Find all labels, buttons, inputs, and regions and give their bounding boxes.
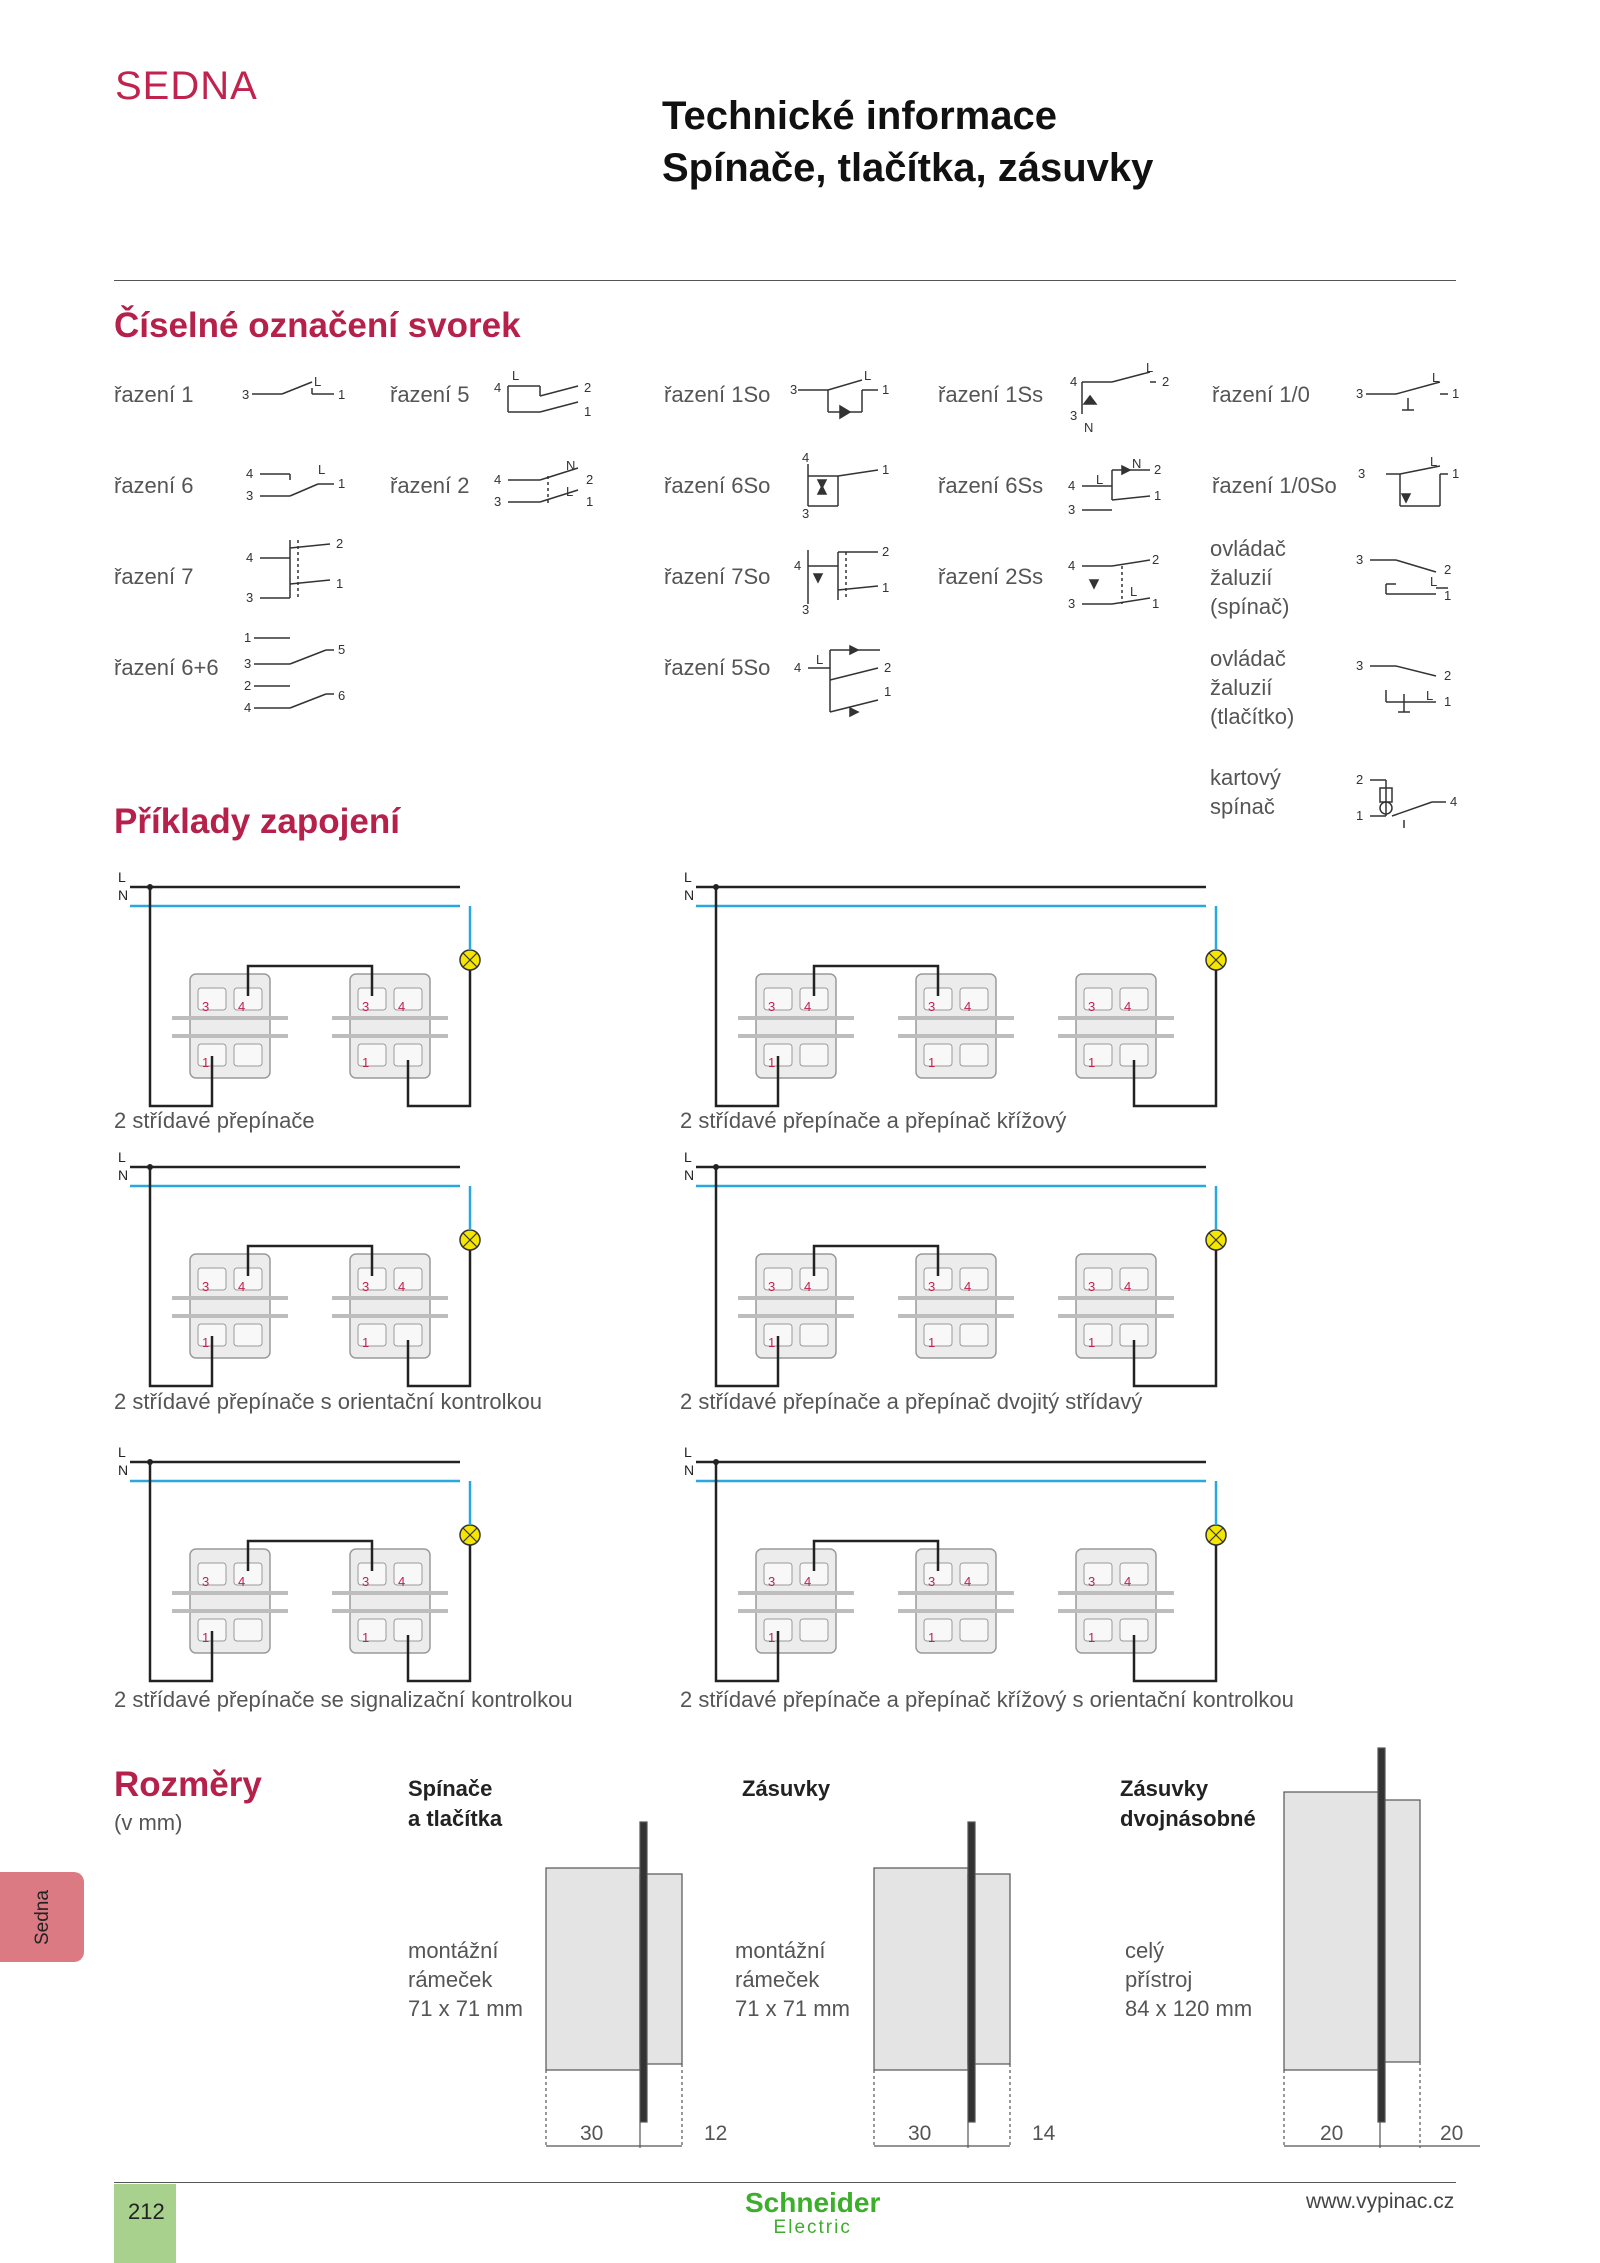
svg-text:1: 1 (1152, 596, 1160, 611)
symbol-1 (242, 374, 345, 402)
terminal-number: 3 (362, 999, 370, 1014)
brand-title: SEDNA (115, 64, 258, 108)
terminal-number: 1 (202, 1055, 210, 1070)
svg-text:1: 1 (244, 630, 252, 645)
svg-text:4: 4 (1068, 478, 1076, 493)
svg-text:N: N (1084, 420, 1094, 435)
svg-text:2: 2 (884, 660, 892, 675)
example-caption: 2 střídavé přepínače (114, 1108, 315, 1133)
terminal-number: 4 (398, 1574, 406, 1589)
svg-text:L: L (318, 462, 326, 477)
svg-text:4: 4 (794, 660, 802, 675)
terminal-number: 4 (1124, 999, 1132, 1014)
terminal-number: 3 (362, 1574, 370, 1589)
symbol-7 (246, 536, 343, 605)
svg-text:L: L (1146, 360, 1154, 375)
symbol-7so (794, 544, 889, 617)
dimensions-unit: (v mm) (114, 1810, 183, 1835)
svg-text:2: 2 (1356, 772, 1364, 787)
svg-text:4: 4 (1070, 374, 1078, 389)
terminal-number: 1 (928, 1630, 936, 1645)
terminal-number: 4 (238, 999, 246, 1014)
svg-text:1: 1 (338, 476, 346, 491)
example-caption: 2 střídavé přepínače se signalizační kontrolkou (114, 1687, 573, 1712)
svg-text:2: 2 (1152, 552, 1160, 567)
svg-text:6: 6 (338, 688, 346, 703)
svg-text:1: 1 (882, 462, 890, 477)
svg-text:1: 1 (1444, 694, 1452, 709)
svg-text:L: L (1130, 584, 1138, 599)
svg-text:1: 1 (884, 684, 892, 699)
terminal-number: 3 (928, 1279, 936, 1294)
svg-text:3: 3 (1358, 466, 1366, 481)
symbol-card-switch (1356, 772, 1457, 828)
dim-value: 14 (1032, 2122, 1056, 2145)
svg-text:2: 2 (586, 472, 594, 487)
terminal-number: 1 (928, 1055, 936, 1070)
terminal-label: řazení 5So (664, 655, 771, 680)
terminal-label: řazení 7So (664, 564, 771, 589)
blinds-switch-label: ovládač žaluzií (spínač) (1210, 536, 1290, 619)
terminal-label: řazení 1So (664, 382, 771, 407)
terminal-number: 4 (238, 1574, 246, 1589)
line-label-n: N (684, 1167, 695, 1183)
terminal-number: 1 (1088, 1630, 1096, 1645)
svg-text:3: 3 (790, 382, 798, 397)
terminal-number: 3 (1088, 999, 1096, 1014)
website-url[interactable]: www.vypinac.cz (1306, 2190, 1455, 2213)
dimensions-heading: Rozměry (114, 1765, 262, 1804)
terminal-number: 3 (928, 1574, 936, 1589)
svg-text:4: 4 (1450, 794, 1458, 809)
svg-text:4: 4 (244, 700, 252, 715)
switch-module-terminal (960, 1324, 988, 1346)
svg-text:1: 1 (1452, 466, 1460, 481)
terminal-label: řazení 2 (390, 473, 470, 498)
svg-text:L: L (864, 368, 872, 383)
dim-value: 30 (908, 2122, 932, 2145)
svg-text:1: 1 (1452, 386, 1460, 401)
dim-value: 30 (580, 2122, 604, 2145)
symbol-5so (794, 646, 891, 716)
terminal-number: 3 (202, 999, 210, 1014)
terminal-number: 4 (804, 1574, 812, 1589)
line-label-l: L (684, 1149, 692, 1165)
line-label-l: L (684, 869, 692, 885)
line-label-l: L (118, 1444, 126, 1460)
symbol-6ss (1068, 456, 1161, 517)
terminal-number: 3 (768, 999, 776, 1014)
svg-text:3: 3 (242, 387, 250, 402)
dim-group-title: Spínače a tlačítka (408, 1776, 503, 1831)
line-label-l: L (118, 869, 126, 885)
svg-text:N: N (566, 458, 576, 473)
side-tab-label: Sedna (32, 1890, 53, 1946)
svg-text:3: 3 (802, 602, 810, 617)
terminal-label: řazení 1 (114, 382, 194, 407)
dimension-drawings (0, 1740, 1600, 2180)
dim-drawing-double-sockets (1284, 1748, 1480, 2148)
symbol-2 (494, 458, 593, 509)
terminal-number: 4 (238, 1279, 246, 1294)
symbol-6so (802, 450, 889, 521)
dim-value: 20 (1320, 2122, 1344, 2145)
svg-text:L: L (1430, 454, 1438, 469)
terminal-number: 1 (768, 1335, 776, 1350)
svg-text:1: 1 (1356, 808, 1364, 823)
line-label-n: N (118, 1462, 129, 1478)
terminal-number: 4 (1124, 1574, 1132, 1589)
line-label-n: N (118, 1167, 129, 1183)
svg-text:3: 3 (244, 656, 252, 671)
blinds-button-label: ovládač žaluzií (tlačítko) (1210, 646, 1295, 729)
svg-text:2: 2 (1444, 562, 1452, 577)
symbol-5 (494, 368, 591, 419)
svg-text:2: 2 (584, 380, 592, 395)
example-caption: 2 střídavé přepínače s orientační kontrolkou (114, 1389, 543, 1414)
terminal-number: 3 (1088, 1279, 1096, 1294)
example-caption: 2 střídavé přepínače a přepínač křížový (680, 1108, 1067, 1133)
page-number: 212 (128, 2199, 165, 2224)
svg-text:2: 2 (1154, 462, 1162, 477)
terminal-number: 1 (928, 1335, 936, 1350)
dim-group-title: Zásuvky dvojnásobné (1120, 1776, 1256, 1831)
terminal-number: 4 (964, 1574, 972, 1589)
terminal-number: 3 (768, 1279, 776, 1294)
footer-divider (114, 2182, 1456, 2183)
terminal-label: řazení 1/0 (1212, 382, 1310, 407)
svg-text:3: 3 (1068, 596, 1076, 611)
terminal-number: 3 (362, 1279, 370, 1294)
svg-text:4: 4 (246, 466, 254, 481)
svg-text:2: 2 (1162, 374, 1170, 389)
terminal-number: 4 (964, 1279, 972, 1294)
svg-text:4: 4 (794, 558, 802, 573)
card-switch-label: kartový spínač (1210, 765, 1281, 819)
dim-value: 20 (1440, 2122, 1464, 2145)
svg-text:3: 3 (1068, 502, 1076, 517)
dim-drawing-sockets (874, 1822, 1010, 2148)
terminal-label: řazení 1/0So (1212, 473, 1337, 498)
terminal-label: řazení 6+6 (114, 655, 219, 680)
switch-module-terminal (234, 1619, 262, 1641)
terminal-number: 4 (398, 999, 406, 1014)
svg-text:2: 2 (1444, 668, 1452, 683)
svg-text:3: 3 (1356, 386, 1364, 401)
switch-module-terminal (800, 1619, 828, 1641)
symbol-blinds-switch (1356, 552, 1451, 603)
title-line-2: Spínače, tlačítka, zásuvky (662, 146, 1154, 190)
svg-text:4: 4 (494, 472, 502, 487)
svg-text:4: 4 (246, 550, 254, 565)
terminal-number: 4 (804, 999, 812, 1014)
svg-text:1: 1 (584, 404, 592, 419)
svg-text:L: L (512, 368, 520, 383)
terminal-number: 1 (768, 1055, 776, 1070)
svg-text:L: L (1426, 688, 1434, 703)
line-label-n: N (118, 887, 129, 903)
symbol-1ss (1070, 360, 1169, 435)
terminal-number: 3 (202, 1279, 210, 1294)
terminal-symbols (0, 0, 1600, 860)
svg-text:3: 3 (1070, 408, 1078, 423)
svg-text:3: 3 (802, 506, 810, 521)
svg-text:3: 3 (246, 488, 254, 503)
dim-desc: celý přístroj 84 x 120 mm (1125, 1938, 1253, 2021)
svg-text:4: 4 (1068, 558, 1076, 573)
symbol-2ss (1068, 552, 1159, 611)
switch-module-terminal (800, 1044, 828, 1066)
svg-text:3: 3 (246, 590, 254, 605)
terminals-heading: Číselné označení svorek (114, 306, 521, 345)
svg-text:2: 2 (244, 678, 252, 693)
terminal-number: 3 (1088, 1574, 1096, 1589)
schneider-logo: Schneider Electric (745, 2187, 881, 2238)
terminal-number: 4 (964, 999, 972, 1014)
dim-value: 12 (704, 2122, 728, 2145)
terminal-number: 1 (362, 1630, 370, 1645)
svg-text:4: 4 (494, 380, 502, 395)
svg-text:L: L (1430, 574, 1438, 589)
svg-text:L: L (1096, 472, 1104, 487)
terminal-number: 4 (804, 1279, 812, 1294)
terminal-number: 1 (362, 1335, 370, 1350)
terminal-number: 4 (1124, 1279, 1132, 1294)
dim-drawing-switches (546, 1822, 682, 2148)
title-line-1: Technické informace (662, 94, 1057, 138)
terminal-number: 1 (202, 1630, 210, 1645)
switch-module-terminal (960, 1619, 988, 1641)
example-caption: 2 střídavé přepínače a přepínač křížový s orientační kontrolkou (680, 1687, 1294, 1712)
line-label-n: N (684, 887, 695, 903)
svg-text:2: 2 (882, 544, 890, 559)
terminal-number: 1 (768, 1630, 776, 1645)
svg-text:L: L (566, 484, 574, 499)
switch-module-terminal (800, 1324, 828, 1346)
symbol-1-0 (1356, 370, 1459, 410)
terminal-number: 3 (928, 999, 936, 1014)
example-caption: 2 střídavé přepínače a přepínač dvojitý střídavý (680, 1389, 1143, 1414)
svg-text:1: 1 (338, 387, 346, 402)
line-label-n: N (684, 1462, 695, 1478)
svg-text:L: L (314, 374, 322, 389)
dim-desc: montážní rámeček 71 x 71 mm (408, 1938, 523, 2021)
terminal-label: řazení 6 (114, 473, 194, 498)
terminal-label: řazení 6So (664, 473, 771, 498)
terminal-number: 1 (1088, 1055, 1096, 1070)
line-label-l: L (684, 1444, 692, 1460)
symbol-1-0so (1358, 454, 1459, 506)
examples-heading: Příklady zapojení (114, 802, 400, 841)
symbol-6 (246, 462, 345, 503)
svg-text:1: 1 (1154, 488, 1162, 503)
svg-text:1: 1 (882, 580, 890, 595)
svg-text:L: L (816, 652, 824, 667)
svg-text:1: 1 (1444, 588, 1452, 603)
svg-text:3: 3 (494, 494, 502, 509)
svg-text:5: 5 (338, 642, 346, 657)
svg-text:4: 4 (802, 450, 810, 465)
switch-module-terminal (234, 1324, 262, 1346)
svg-text:3: 3 (1356, 658, 1364, 673)
terminal-number: 3 (202, 1574, 210, 1589)
switch-module-terminal (960, 1044, 988, 1066)
terminal-number: 3 (768, 1574, 776, 1589)
svg-text:1: 1 (882, 382, 890, 397)
terminal-label: řazení 1Ss (938, 382, 1044, 407)
svg-text:2: 2 (336, 536, 344, 551)
svg-text:1: 1 (586, 494, 594, 509)
wiring-diagrams (0, 860, 1600, 1720)
symbol-blinds-button (1356, 658, 1451, 712)
symbol-6-6 (244, 630, 345, 715)
dim-group-title: Zásuvky (742, 1776, 831, 1801)
symbol-1so (790, 368, 889, 418)
terminal-number: 1 (362, 1055, 370, 1070)
svg-text:1: 1 (336, 576, 344, 591)
terminal-number: 1 (202, 1335, 210, 1350)
line-label-l: L (118, 1149, 126, 1165)
svg-text:L: L (1432, 370, 1440, 385)
svg-text:3: 3 (1356, 552, 1364, 567)
terminal-label: řazení 5 (390, 382, 470, 407)
terminal-label: řazení 7 (114, 564, 194, 589)
svg-text:N: N (1132, 456, 1142, 471)
terminal-label: řazení 6Ss (938, 473, 1044, 498)
terminal-number: 4 (398, 1279, 406, 1294)
switch-module-terminal (234, 1044, 262, 1066)
dim-desc: montážní rámeček 71 x 71 mm (735, 1938, 850, 2021)
terminal-number: 1 (1088, 1335, 1096, 1350)
terminal-label: řazení 2Ss (938, 564, 1044, 589)
